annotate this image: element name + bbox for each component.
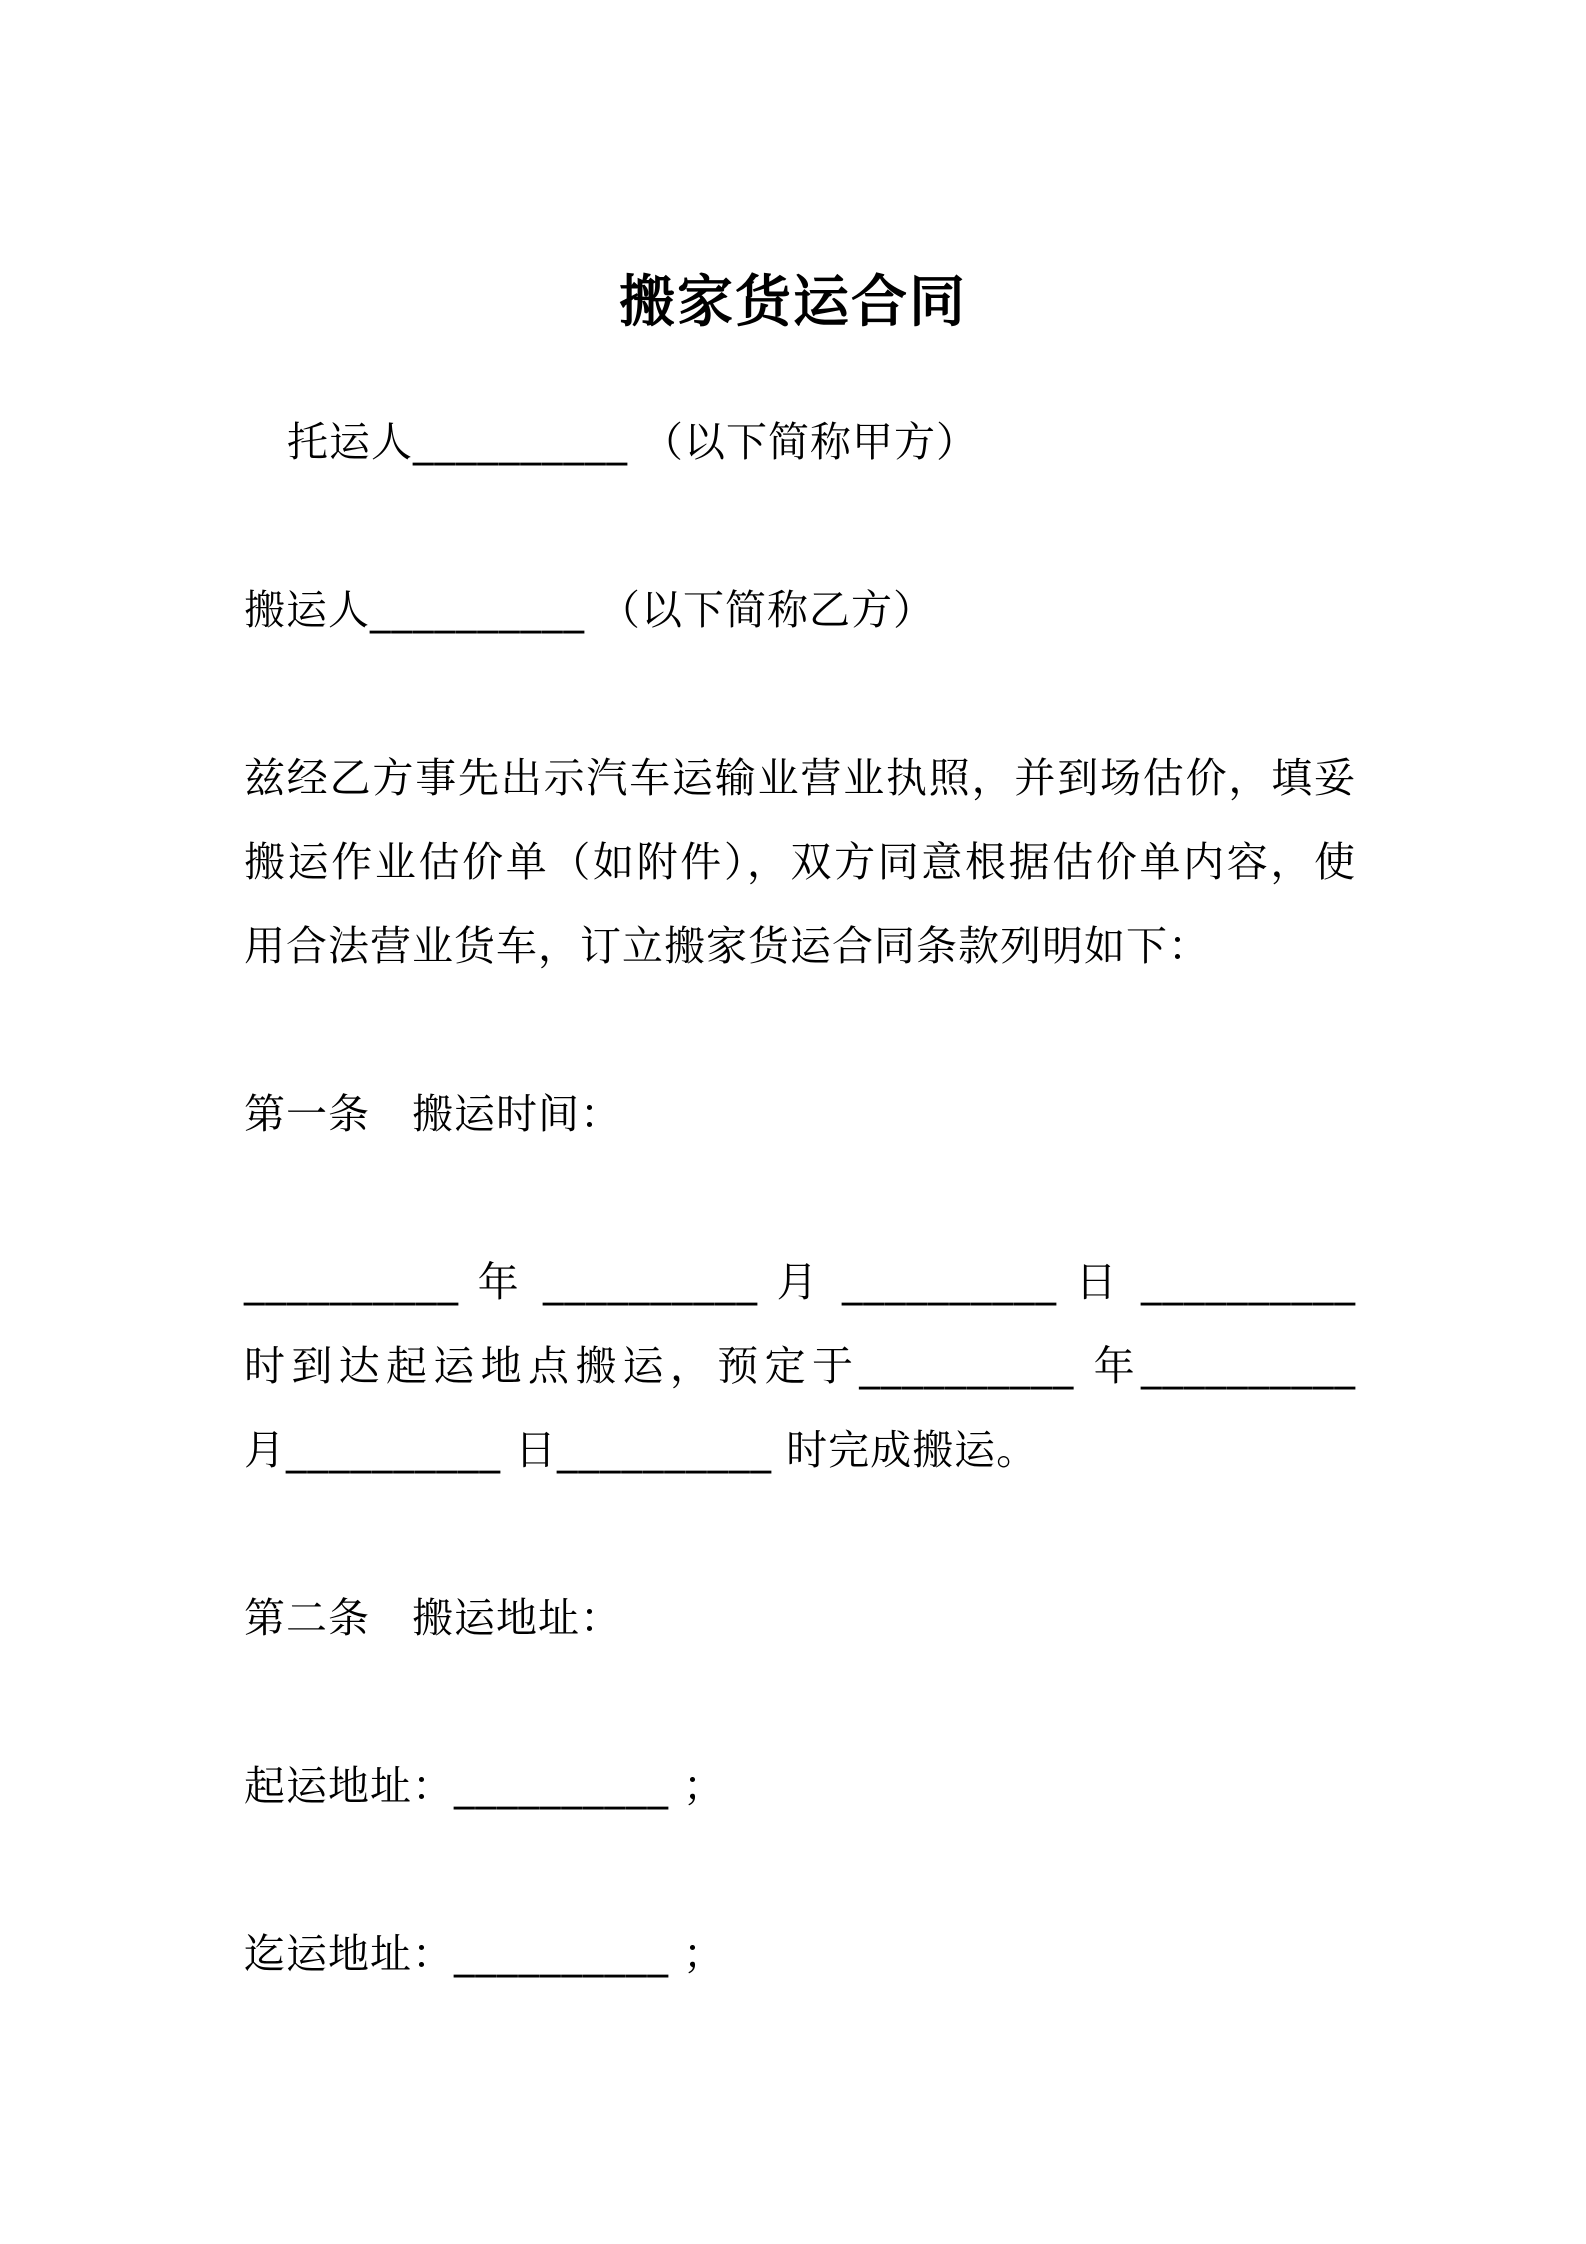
article-1-line-2: 时到达起运地点搬运，预定于__________ 年__________ — [244, 1342, 1356, 1390]
article-2-heading: 第二条 搬运地址： — [244, 1594, 622, 1642]
document-title: 搬家货运合同 — [619, 270, 967, 335]
carrier-line: 搬运人__________ （以下简称乙方） — [244, 586, 936, 634]
article-1-heading: 第一条 搬运时间： — [244, 1090, 622, 1138]
destination-address-line: 迄运地址：__________ ； — [244, 1930, 726, 1978]
shipper-line: 托运人__________ （以下简称甲方） — [287, 418, 979, 466]
preamble-line-2: 搬运作业估价单（如附件），双方同意根据估价单内容，使 — [244, 838, 1356, 886]
article-1-line-3: 月__________ 日__________ 时完成搬运。 — [244, 1426, 1039, 1474]
article-1-line-1: __________ 年 __________ 月 __________ 日 __________ — [244, 1258, 1356, 1306]
preamble-line-3: 用合法营业货车，订立搬家货运合同条款列明如下： — [244, 922, 1210, 970]
preamble-line-1: 兹经乙方事先出示汽车运输业营业执照，并到场估价，填妥 — [244, 754, 1356, 802]
origin-address-line: 起运地址：__________ ； — [244, 1762, 726, 1810]
